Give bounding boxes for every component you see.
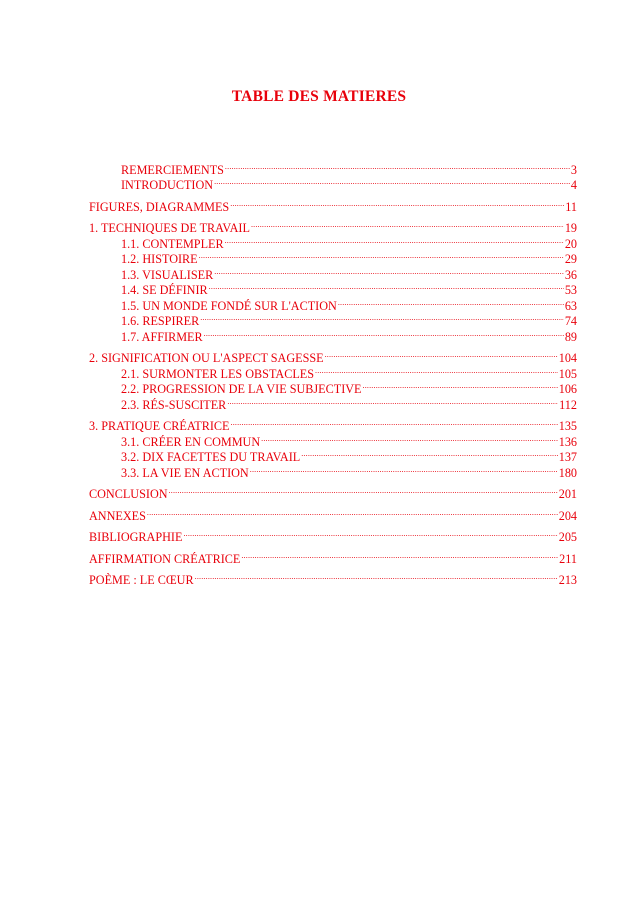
toc-entry-label: 1.1. CONTEMPLER	[121, 236, 224, 251]
toc-entry-label: 2.1. SURMONTER LES OBSTACLES	[121, 366, 315, 381]
toc-entry-page-number: 211	[559, 551, 577, 566]
toc-entry-page-number: 204	[558, 508, 577, 523]
toc-entry-page-number: 29	[564, 252, 577, 266]
toc-entry-label: 2. SIGNIFICATION OU L'ASPECT SAGESSE	[89, 351, 324, 365]
toc-entry-page-number: 201	[558, 487, 577, 501]
toc-entry-page-number: 213	[558, 573, 577, 587]
toc-entry-label: 1.2. HISTOIRE	[121, 252, 198, 266]
toc-entry-label: AFFIRMATION CRÉATRICE	[89, 551, 241, 566]
toc-entry-label: 1.3. VISUALISER	[121, 267, 214, 282]
toc-entry[interactable]	[89, 526, 577, 542]
toc-entry-label: CONCLUSION	[89, 487, 168, 501]
toc-entry-page-number: 205	[558, 530, 577, 544]
toc-entry-label: 1.5. UN MONDE FONDÉ SUR L'ACTION	[121, 298, 337, 313]
toc-dot-leader	[214, 174, 570, 190]
toc-entry-page-number: 104	[558, 351, 577, 365]
toc-entry-label: 1.4. SE DÉFINIR	[121, 283, 208, 297]
toc-dot-leader	[199, 248, 564, 264]
toc-entry-page-number: 137	[558, 450, 577, 464]
toc-entry-label: 3.3. LA VIE EN ACTION	[121, 465, 249, 480]
toc-entry[interactable]	[89, 483, 577, 499]
toc-dot-leader	[214, 263, 564, 279]
toc-entry[interactable]	[89, 569, 577, 585]
toc-dot-leader	[251, 217, 564, 233]
toc-entry-label: 2.3. RÉS-SUSCITER	[121, 397, 227, 412]
toc-dot-leader	[147, 504, 558, 520]
toc-dot-leader	[200, 310, 564, 326]
toc-entry-label: 3. PRATIQUE CRÉATRICE	[89, 419, 230, 433]
toc-dot-leader	[315, 362, 558, 378]
toc-entry[interactable]	[89, 415, 577, 431]
toc-entry-page-number: 11	[565, 199, 577, 214]
toc-entry-label: REMERCIEMENTS	[121, 162, 224, 177]
toc-entry-page-number: 89	[564, 329, 577, 344]
toc-entry[interactable]	[89, 158, 577, 177]
toc-entry-label: ANNEXES	[89, 508, 146, 523]
toc-entry-page-number: 105	[558, 366, 577, 381]
toc-dot-leader	[183, 526, 557, 542]
toc-entry-label: 3.2. DIX FACETTES DU TRAVAIL	[121, 450, 301, 464]
toc-entry-page-number: 106	[558, 382, 577, 396]
toc-dot-leader	[231, 415, 558, 431]
toc-dot-leader	[241, 547, 558, 563]
toc-dot-leader	[261, 430, 558, 446]
toc-entry[interactable]	[89, 504, 577, 523]
toc-dot-leader	[169, 483, 558, 499]
toc-list	[89, 158, 577, 587]
toc-entry[interactable]	[89, 195, 577, 214]
toc-dot-leader	[225, 232, 564, 248]
toc-entry-label: FIGURES, DIAGRAMMES	[89, 199, 230, 214]
toc-dot-leader	[301, 446, 558, 462]
toc-entry-page-number: 112	[559, 397, 577, 412]
toc-entry[interactable]	[89, 217, 577, 233]
toc-entry-page-number: 135	[558, 419, 577, 433]
toc-dot-leader	[204, 325, 564, 341]
toc-entry-page-number: 4	[570, 178, 577, 192]
toc-title: TABLE DES MATIERES	[231, 88, 407, 105]
toc-entry-page-number: 3	[570, 162, 577, 177]
toc-dot-leader	[230, 195, 564, 211]
toc-dot-leader	[363, 378, 558, 394]
toc-entry-page-number: 74	[564, 314, 577, 328]
toc-dot-leader	[250, 461, 558, 477]
toc-entry-page-number: 63	[564, 298, 577, 313]
toc-entry-label: 1.7. AFFIRMER	[121, 329, 203, 344]
toc-dot-leader	[225, 158, 570, 174]
toc-entry[interactable]	[89, 547, 577, 566]
toc-entry-label: 1. TECHNIQUES DE TRAVAIL	[89, 221, 250, 235]
toc-dot-leader	[209, 279, 564, 295]
toc-entry-label: BIBLIOGRAPHIE	[89, 530, 183, 544]
toc-entry-label: 1.6. RESPIRER	[121, 314, 200, 328]
toc-entry-page-number: 136	[558, 434, 577, 449]
toc-entry-label: 2.2. PROGRESSION DE LA VIE SUBJECTIVE	[121, 382, 362, 396]
toc-entry-label: POÈME : LE CŒUR	[89, 573, 194, 587]
toc-dot-leader	[338, 294, 564, 310]
toc-entry[interactable]	[89, 347, 577, 363]
toc-dot-leader	[227, 393, 558, 409]
toc-entry-page-number: 53	[564, 283, 577, 297]
toc-entry-label: 3.1. CRÉER EN COMMUN	[121, 434, 261, 449]
toc-entry-page-number: 180	[558, 465, 577, 480]
toc-entry-page-number: 20	[564, 236, 577, 251]
toc-dot-leader	[325, 347, 558, 363]
toc-entry-label: INTRODUCTION	[121, 178, 214, 192]
toc-entry-page-number: 19	[564, 221, 577, 235]
toc-entry-page-number: 36	[564, 267, 577, 282]
toc-dot-leader	[195, 569, 558, 585]
